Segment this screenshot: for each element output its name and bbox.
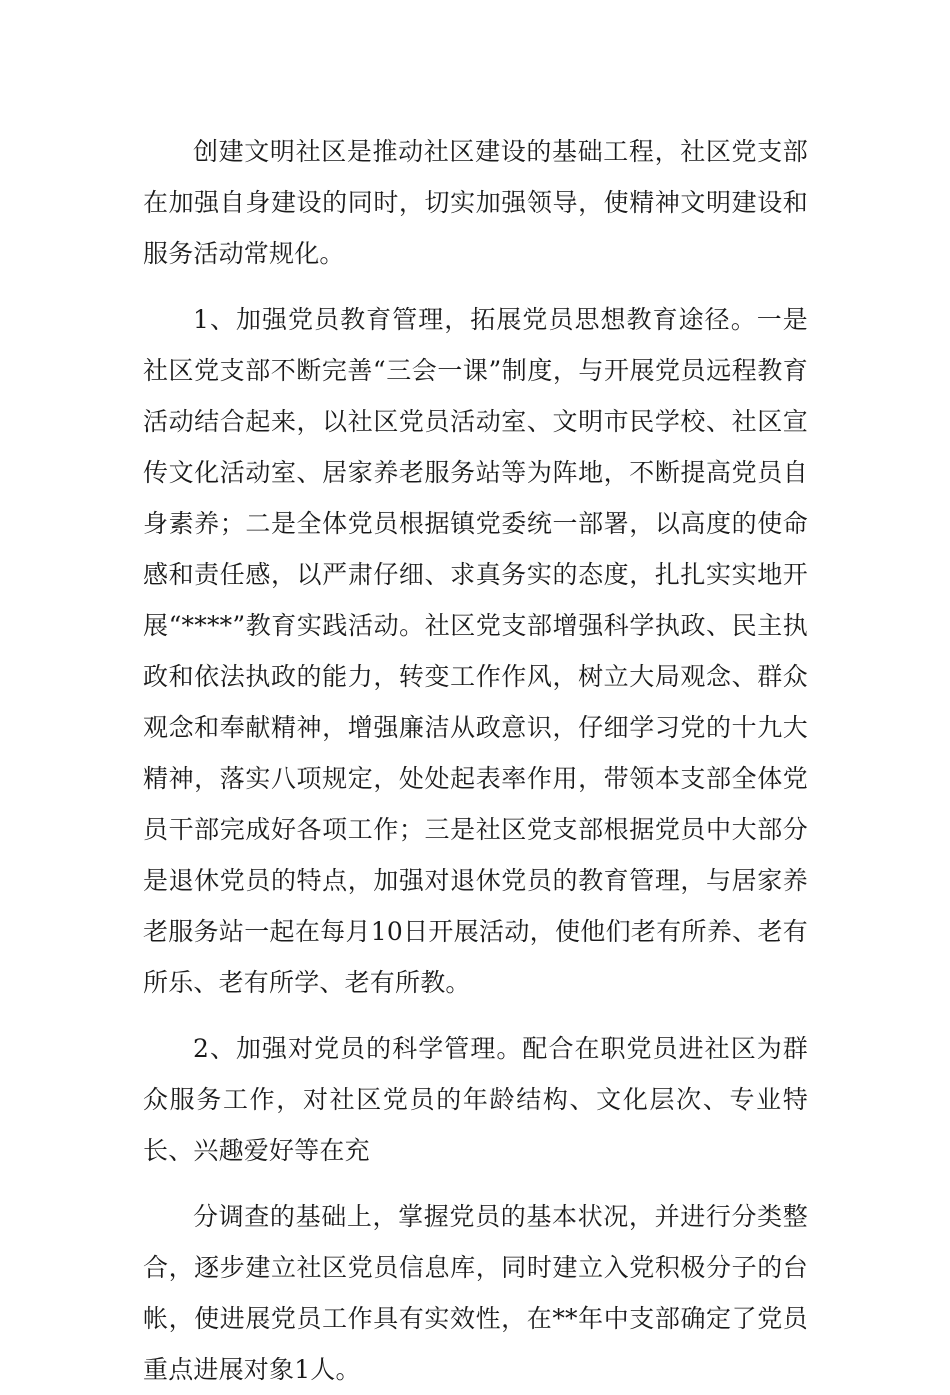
paragraph-intro: 创建文明社区是推动社区建设的基础工程，社区党支部在加强自身建设的同时，切实加强领导，使精神文明建设和服务活动常规化。 xyxy=(143,137,808,268)
paragraph-party-education: 1、加强党员教育管理，拓展党员思想教育途径。一是社区党支部不断完善“三会一课”制度，与开展党员远程教育活动结合起来，以社区党员活动室、文明市民学校、社区宣传文化活动室、居家养老服务站等为阵地，不断提高党员自身素养；二是全体党员根据镇党委统一部署，以高度的使命感和责任感，以严肃仔细、求真务实的态度，扎扎实实地开展“****”教育实践活动。社区党支部增强科学执政、民主执政和依法执政的能力，转变工作作风，树立大局观念、群众观念和奉献精神，增强廉洁从政意识，仔细学习党的十九大精神，落实八项规定，处处起表率作用，带领本支部全体党员干部完成好各项工作；三是社区党支部根据党员中大部分是退休党员的特点，加强对退休党员的教育管理，与居家养老服务站一起在每月10日开展活动，使他们老有所养、老有所乐、老有所学、老有所教。 xyxy=(143,305,808,997)
paragraph-survey-continuation: 分调查的基础上，掌握党员的基本状况，并进行分类整合，逐步建立社区党员信息库，同时建立入党积极分子的台帐，使进展党员工作具有实效性，在**年中支部确定了党员重点进展对象1人。 xyxy=(143,1202,808,1384)
document-body xyxy=(143,126,808,1395)
paragraph-scientific-management: 2、加强对党员的科学管理。配合在职党员进社区为群众服务工作，对社区党员的年龄结构、文化层次、专业特长、兴趣爱好等在充 xyxy=(143,1034,808,1165)
